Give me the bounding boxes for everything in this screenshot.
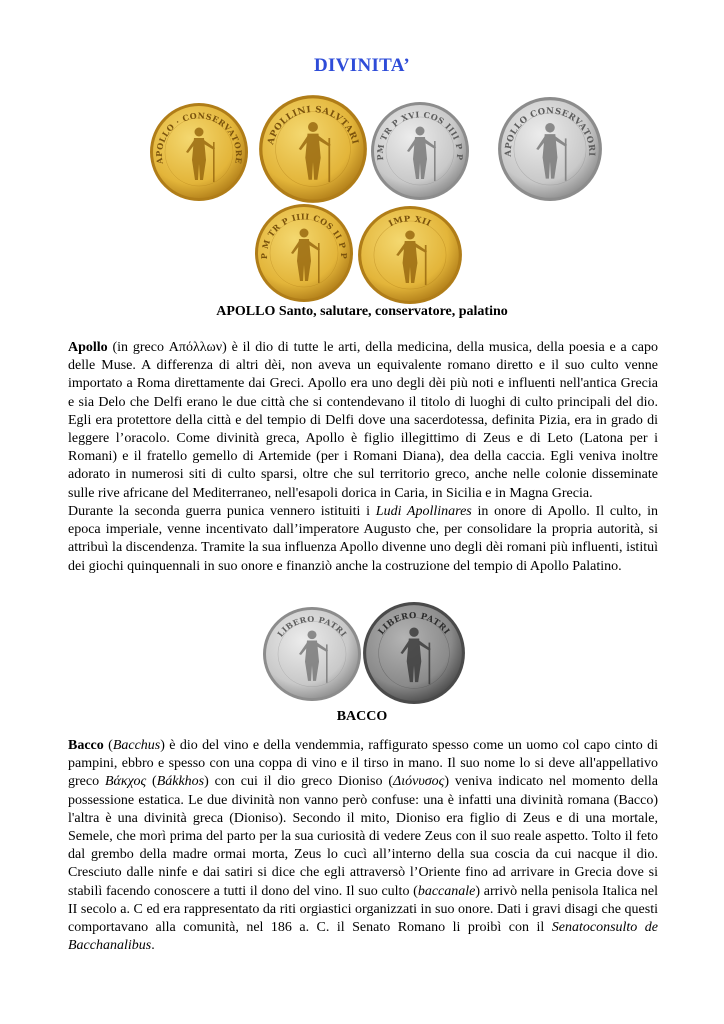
- apollo-greek-name: Απόλλων: [168, 340, 223, 355]
- svg-text:APOLLO CONSERVATORI: APOLLO CONSERVATORI: [502, 105, 598, 157]
- bacco-caption: BACCO: [336, 709, 388, 724]
- apollo-coin-2: [258, 94, 368, 204]
- apollo-paragraph-2: Durante la seconda guerra punica vennero istituiti i Ludi Apollinares in onore di Apollo. Il culto, in epoca imperiale, venne incentivato dall’imperatore Augusto che, per consolidare la propria autorità, si attribuì la discendenza. Tramite la sua influenza Apollo divenne uno degli dèi romani più influenti, istituì dei giochi quinquennali in suo onore e finanziò anche la costruzione del tempio di Apollo Palatino.: [68, 504, 659, 574]
- svg-text:LIBERO PATRI: LIBERO PATRI: [275, 614, 349, 639]
- svg-text:P M TR P IIII COS II P P: P M TR P IIII COS II P P: [258, 211, 350, 260]
- senatoconsulto-term: Senatoconsulto de Bacchanalibus: [68, 920, 658, 954]
- bacco-coin-2: [362, 601, 466, 705]
- apollo-coin-5: [254, 203, 354, 303]
- svg-text:IMP XII: IMP XII: [386, 213, 434, 229]
- apollo-coin-4: [497, 96, 603, 202]
- apollo-paragraph-1: Apollo (in greco Απόλλων) è il dio di tutte le arti, della medicina, della musica, della poesia e a capo delle Muse. A differenza di altri dèi, non aveva un equivalente romano diretto e il suo culto venne importato a Roma direttamente dai Greci. Apollo era uno degli dèi più noti e influenti nell'antica Grecia e sia Delo che Delfi erano le due città che si contendevano il titolo di luoghi di culto principali del dio. Egli era protettore della città e del tempio di Delfi dove una sacerdotessa, definita Pizia, era in grado di leggere l’oracolo. Come divinità greca, Apollo è figlio illegittimo di Zeus e di Leto (Latona per i Romani) e il fratello gemello di Artemide (per i Romani Diana), dea della caccia. Egli veniva inoltre adorato in numerosi siti di culto sparsi, oltre che sul territorio greco, anche nelle colonie disseminate sulle rive africane del Mediterraneo, nell'esapoli dorica in Caria, in Sicilia e in Magna Grecia.: [68, 340, 658, 501]
- bacchus-latin: Bacchus: [112, 738, 161, 753]
- baccanale-term: baccanale: [417, 883, 476, 899]
- svg-text:LIBERO PATRI: LIBERO PATRI: [375, 610, 453, 637]
- apollo-name: Apollo: [68, 340, 108, 355]
- dioniso-greek: Διόνυσος: [393, 774, 445, 790]
- svg-text:APOLLINI SALVTARI: APOLLINI SALVTARI: [266, 105, 360, 146]
- page-title: DIVINITA’: [314, 55, 410, 76]
- bacco-name: Bacco: [68, 738, 104, 753]
- bacco-coin-1: [262, 606, 362, 702]
- bacco-paragraph: Bacco (Bacchus) è dio del vino e della vendemmia, raffigurato spesso come un uomo col capo cinto di pampini, ebbro e spesso con una coppa di vino e il tirso in mano. Il suo nome lo si deve all'appellativo greco Βάκχος (Bákkhos) con cui il dio greco Dioniso (Διόνυσος) veniva indicato nel momento della possessione estatica. Le due divinità non vanno però confuse: una è infatti una divinità romana (Bacco) l'altra è una divinità greca (Dioniso). Secondo il mito, Dioniso era figlio di Zeus e di una mortale, Semele, che morì prima del parto per la sua curiosità di vedere Zeus con il suo reale aspetto. Tolto il feto dal grembo della madre ormai morta, Zeus lo cucì all’interno della sua coscia da cui nacque il dio. Cresciuto dalle ninfe e dai satiri si dice che egli attraversò l’Oriente fino ad arrivare in Grecia dove si stabilì facendo conoscere a tutti il dono del vino. Il suo culto (baccanale) arrivò nella penisola Italica nel II secolo a. C ed era rappresentato da riti orgiastici organizzati in suo onore. Dati i gravi disagi che questi comportavano alla comunità, nel 186 a. C. il Senato Romano li proibì con il Senatoconsulto de Bacchanalibus.: [68, 738, 658, 954]
- svg-text:PM TR P XVI COS IIII P P: PM TR P XVI COS IIII P P: [374, 109, 466, 161]
- svg-text:APOLLO · CONSERVATORE: APOLLO · CONSERVATORE: [153, 110, 245, 165]
- apollo-coin-3: [370, 101, 470, 201]
- apollo-coin-1: [149, 102, 249, 202]
- bakkhos-translit: Bákkhos: [156, 774, 205, 790]
- ludi-apollinares: Ludi Apollinares: [375, 504, 472, 519]
- bakkhos-greek: Βάκχος: [104, 774, 147, 790]
- apollo-coin-6: [357, 205, 463, 305]
- apollo-caption: APOLLO Santo, salutare, conservatore, palatino: [216, 304, 508, 319]
